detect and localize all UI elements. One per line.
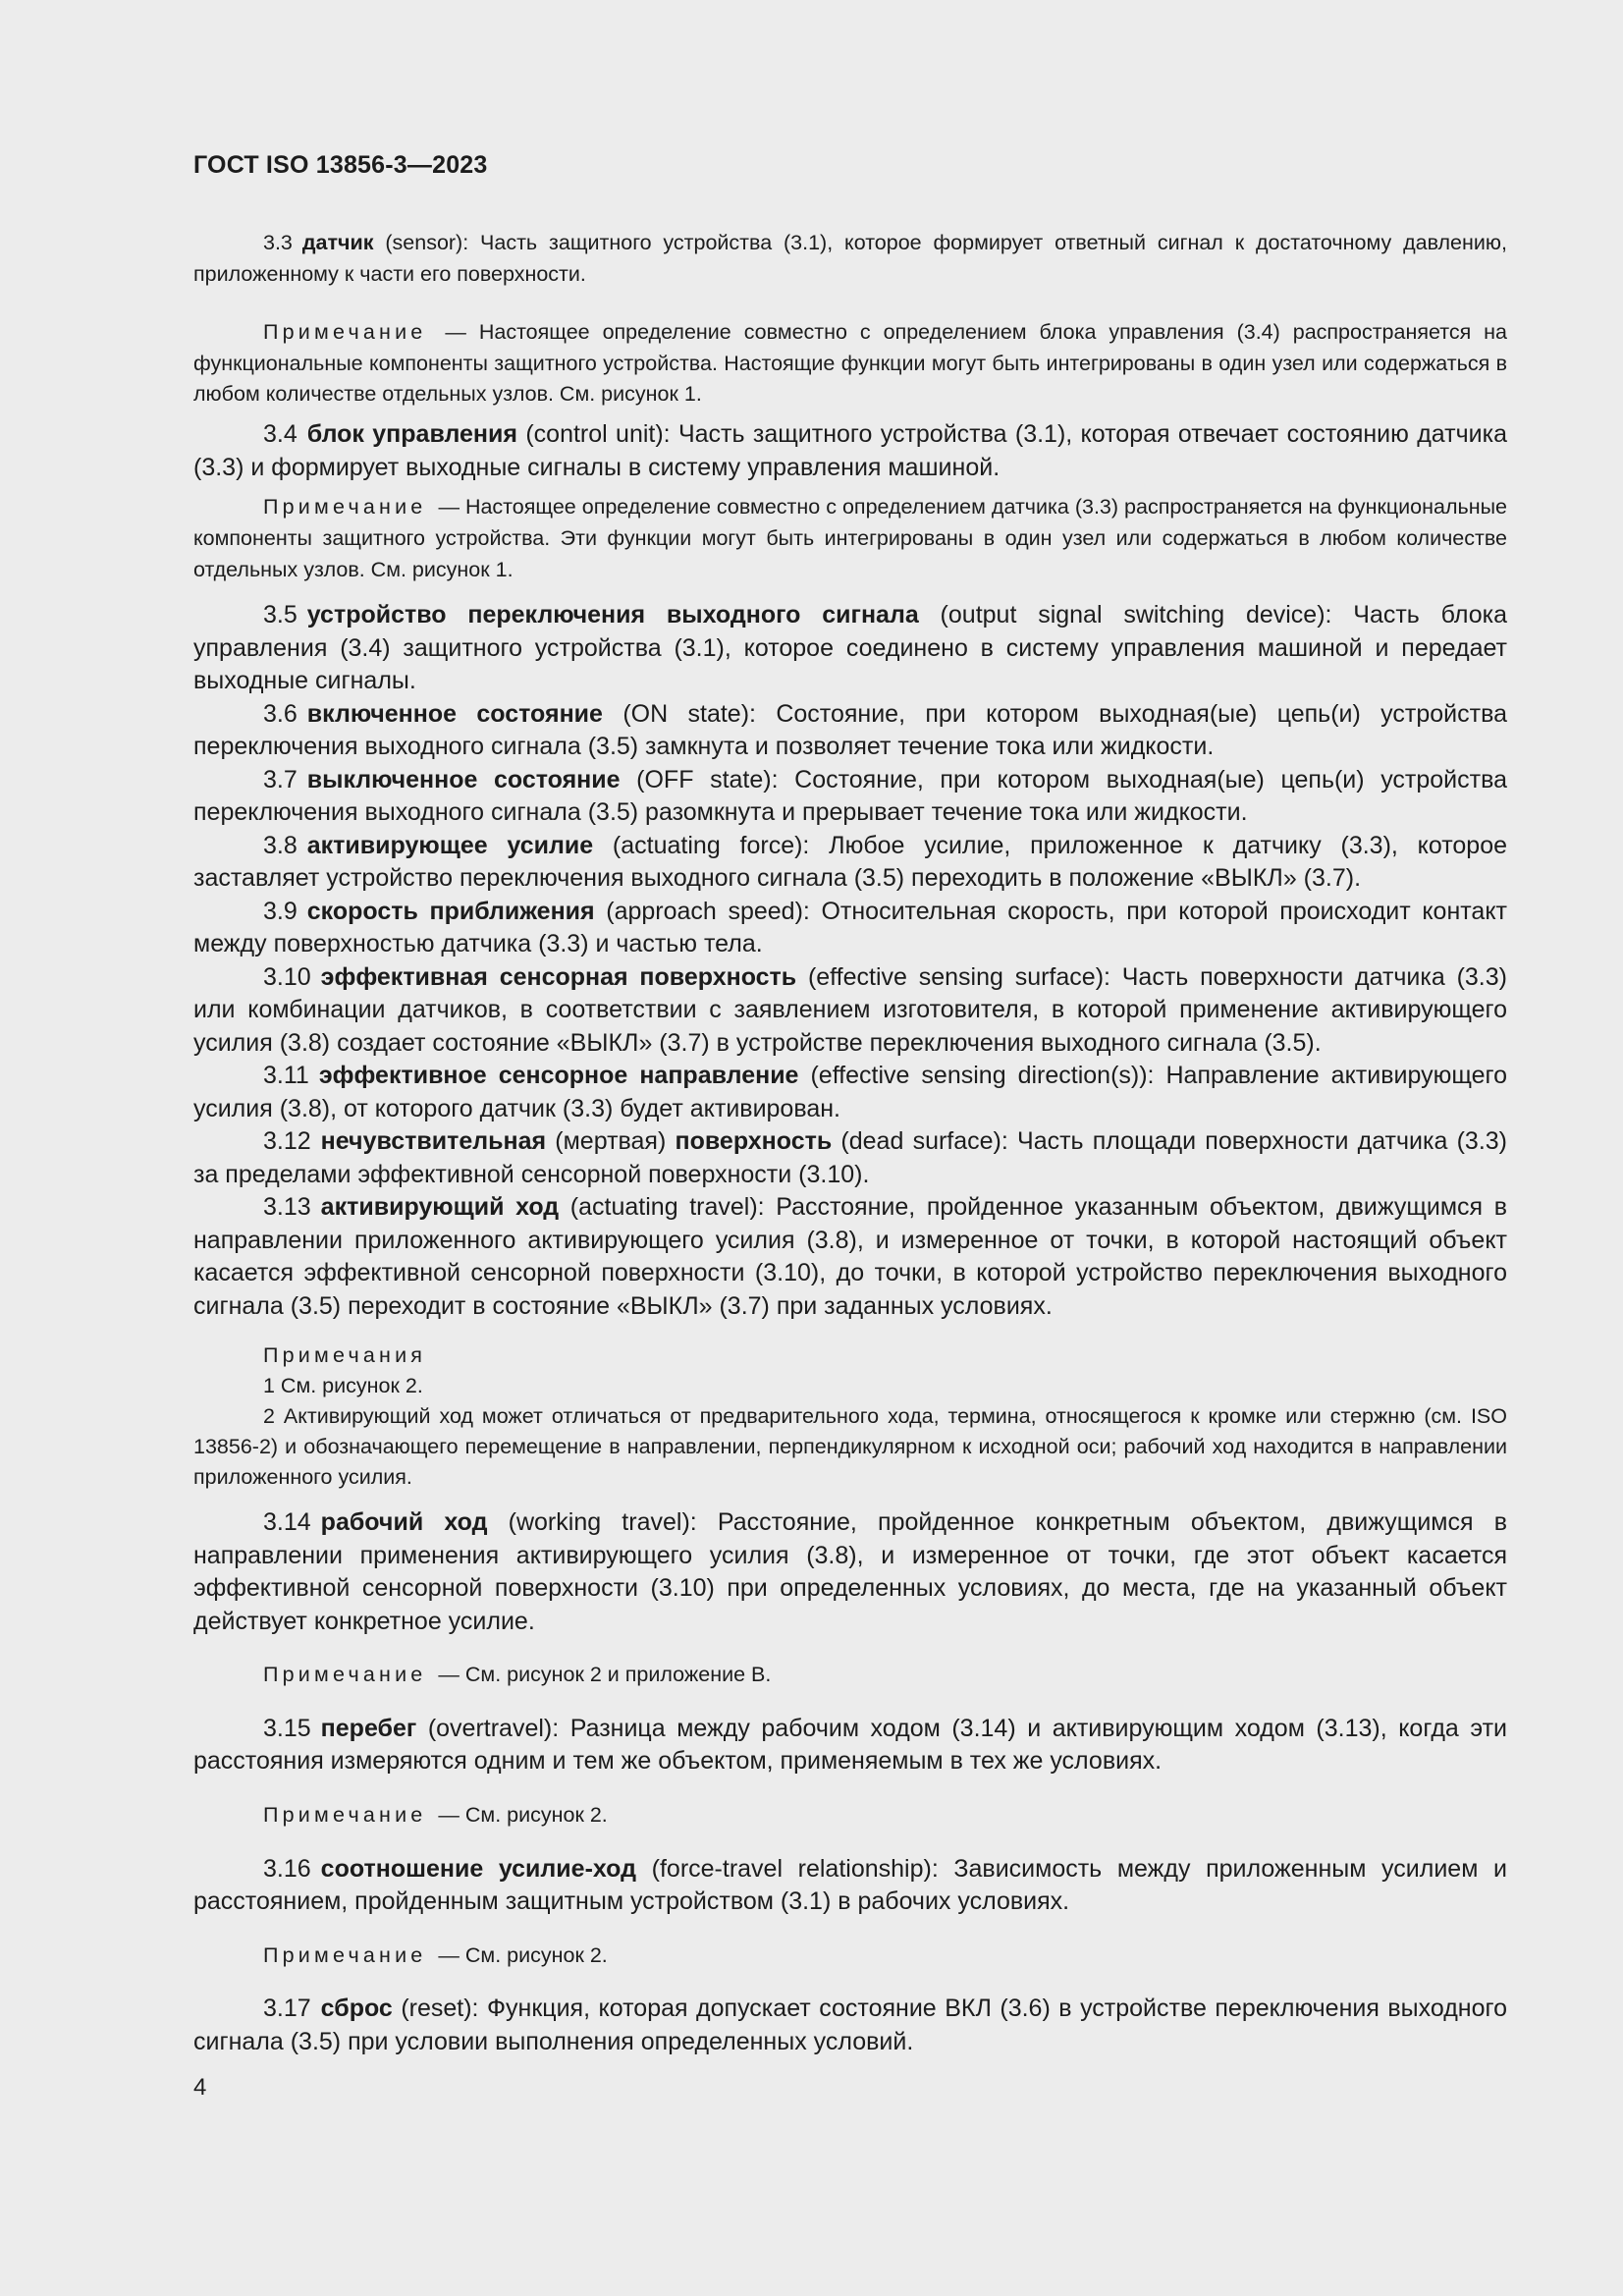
note	[193, 1941, 1507, 1972]
term-qualifier: (мертвая)	[546, 1127, 676, 1156]
term-name: блок управления	[306, 420, 517, 449]
note-text: — Настоящее определение совместно с определением датчика (3.3) распространяется на функциональные компоненты защитного устройства. Эти функции могут быть интегрированы в один узел или содержаться в любом количестве отдельных узлов. См. рисунок 1.	[193, 495, 1507, 581]
page-number: 4	[193, 2074, 207, 2101]
term-definition	[193, 896, 1507, 961]
note-label: Примечание	[263, 1802, 427, 1827]
term-number: 3.10	[263, 962, 311, 991]
term-number: 3.8	[263, 831, 298, 859]
notes-block	[193, 1340, 1507, 1493]
note-text: — Настоящее определение совместно с определением блока управления (3.4) распространяется на функциональные компоненты защитного устройства. Настоящие функции могут быть интегрированы в один узел или содержаться в любом количестве отдельных узлов. См. рисунок 1.	[193, 320, 1507, 407]
term-number: 3.12	[263, 1127, 311, 1156]
term-definition	[193, 418, 1507, 484]
document-body	[193, 227, 1507, 2058]
term-name: активирующее усилие	[306, 831, 594, 859]
note	[193, 1660, 1507, 1691]
note-item: 2 Активирующий ход может отличаться от предварительного хода, термина, относящегося к кромке или стержню (см. ISO 13856-2) и обозначающего перемещение в направлении, перпендикулярном к исходной оси; рабочий ход находится в направлении приложенного усилия.	[193, 1404, 1507, 1490]
term-number: 3.14	[263, 1508, 311, 1537]
term-text: (output signal switching device): Часть блока управления (3.4) защитного устройства (3.1), которое соединено в систему управления машиной и передает выходные сигналы.	[193, 601, 1507, 695]
term-number: 3.17	[263, 1995, 311, 2023]
term-definition	[193, 961, 1507, 1061]
note-text: — См. рисунок 2 и приложение В.	[432, 1663, 772, 1687]
term-definition	[193, 1060, 1507, 1125]
term-text: (reset): Функция, которая допускает состояние ВКЛ (3.6) в устройстве переключения выходного сигнала (3.5) при условии выполнения определенных условий.	[193, 1995, 1507, 2055]
term-text: (overtravel): Разница между рабочим ходом (3.14) и активирующим ходом (3.13), когда эти расстояния измеряются одним и тем же объектом, применяемым в тех же условиях.	[193, 1714, 1507, 1776]
term-text: (approach speed): Относительная скорость, при которой происходит контакт между поверхностью датчика (3.3) и частью тела.	[193, 897, 1507, 958]
term-number: 3.11	[263, 1062, 309, 1090]
term-definition	[193, 1993, 1507, 2058]
term-name: поверхность	[675, 1127, 833, 1156]
term-number: 3.6	[263, 699, 298, 728]
term-definition	[193, 1125, 1507, 1191]
term-name: соотношение усилие-ход	[320, 1854, 636, 1883]
term-text: (effective sensing surface): Часть поверхности датчика (3.3) или комбинации датчиков, в соответствии с заявлением изготовителя, в которой применение активирующего усилия (3.8) создает состояние «ВЫКЛ» (3.7) в устройстве переключения выходного сигнала (3.5).	[193, 962, 1507, 1057]
term-text: (control unit): Часть защитного устройства (3.1), которая отвечает состоянию датчика (3.3) и формирует выходные сигналы в систему управления машиной.	[193, 420, 1507, 481]
note	[193, 492, 1507, 585]
term-text: (working travel): Расстояние, пройденное конкретным объектом, движущимся в направлении применения активирующего усилия (3.8), и измеренное от точки, где этот объект касается эффективной сенсорной поверхности (3.10) при определенных условиях, до места, где на указанный объект действует конкретное усилие.	[193, 1508, 1507, 1635]
term-definition	[193, 1506, 1507, 1638]
term-name: включенное состояние	[306, 699, 603, 728]
term-number: 3.15	[263, 1714, 311, 1742]
note-label: Примечание	[263, 1663, 427, 1687]
term-text: (dead surface): Часть площади поверхности датчика (3.3) за пределами эффективной сенсорной поверхности (3.10).	[193, 1127, 1507, 1188]
note-item: 1 См. рисунок 2.	[263, 1374, 423, 1398]
term-definition	[193, 599, 1507, 698]
notes-label: Примечания	[263, 1343, 427, 1368]
term-text: (force-travel relationship): Зависимость между приложенным усилием и расстоянием, пройденным защитным устройством (3.1) в рабочих условиях.	[193, 1854, 1507, 1916]
term-number: 3.5	[263, 601, 298, 629]
note	[193, 317, 1507, 410]
note	[193, 1800, 1507, 1831]
note-label: Примечание	[263, 320, 427, 344]
term-number: 3.4	[263, 420, 298, 449]
term-definition	[193, 764, 1507, 830]
term-name: эффективное сенсорное направление	[318, 1062, 799, 1090]
term-definition	[193, 698, 1507, 764]
term-definition	[193, 1191, 1507, 1323]
note-label: Примечание	[263, 495, 427, 519]
term-name: устройство переключения выходного сигнала	[306, 601, 919, 629]
note-text: — См. рисунок 2.	[432, 1942, 608, 1967]
term-number: 3.9	[263, 897, 298, 925]
term-definition	[193, 830, 1507, 896]
term-number: 3.3	[263, 231, 293, 254]
term-definition	[193, 1853, 1507, 1919]
note-text: — См. рисунок 2.	[432, 1802, 608, 1827]
note-label: Примечание	[263, 1942, 427, 1967]
term-name: эффективная сенсорная поверхность	[320, 962, 797, 991]
term-name: нечувствительная	[320, 1127, 547, 1156]
term-text: (effective sensing direction(s)): Направление активирующего усилия (3.8), от которого датчик (3.3) будет активирован.	[193, 1062, 1507, 1122]
term-name: перебег	[320, 1714, 417, 1742]
term-name: выключенное состояние	[306, 765, 621, 793]
term-name: рабочий ход	[320, 1508, 488, 1537]
term-number: 3.16	[263, 1854, 311, 1883]
document-page	[193, 147, 1507, 2058]
term-text: (actuating travel): Расстояние, пройденное указанным объектом, движущимся в направлении приложенного активирующего усилия (3.8), и измеренное от точки, в которой настоящий объект касается эффективной сенсорной поверхности (3.10), до точки, в которой устройство переключения выходного сигнала (3.5) переходит в состояние «ВЫКЛ» (3.7) при заданных условиях.	[193, 1193, 1507, 1320]
term-text: (OFF state): Состояние, при котором выходная(ые) цепь(и) устройства переключения выходного сигнала (3.5) разомкнута и прерывает течение тока или жидкости.	[193, 765, 1507, 827]
term-name: активирующий ход	[320, 1193, 560, 1222]
term-definition	[193, 1713, 1507, 1778]
term-number: 3.7	[263, 765, 298, 793]
document-header: ГОСТ ISO 13856-3—2023	[193, 151, 488, 179]
term-text: (actuating force): Любое усилие, приложенное к датчику (3.3), которое заставляет устройство переключения выходного сигнала (3.5) переходить в положение «ВЫКЛ» (3.7).	[193, 831, 1508, 893]
term-definition	[193, 227, 1507, 290]
term-name: скорость приближения	[306, 897, 595, 925]
term-name: датчик	[301, 231, 374, 254]
term-text: (sensor): Часть защитного устройства (3.1), которое формирует ответный сигнал к достаточному давлению, приложенному к части его поверхности.	[193, 231, 1507, 286]
term-text: (ON state): Состояние, при котором выходная(ые) цепь(и) устройства переключения выходного сигнала (3.5) замкнута и позволяет течение тока или жидкости.	[193, 699, 1507, 761]
term-name: сброс	[320, 1995, 393, 2023]
term-number: 3.13	[263, 1193, 311, 1222]
